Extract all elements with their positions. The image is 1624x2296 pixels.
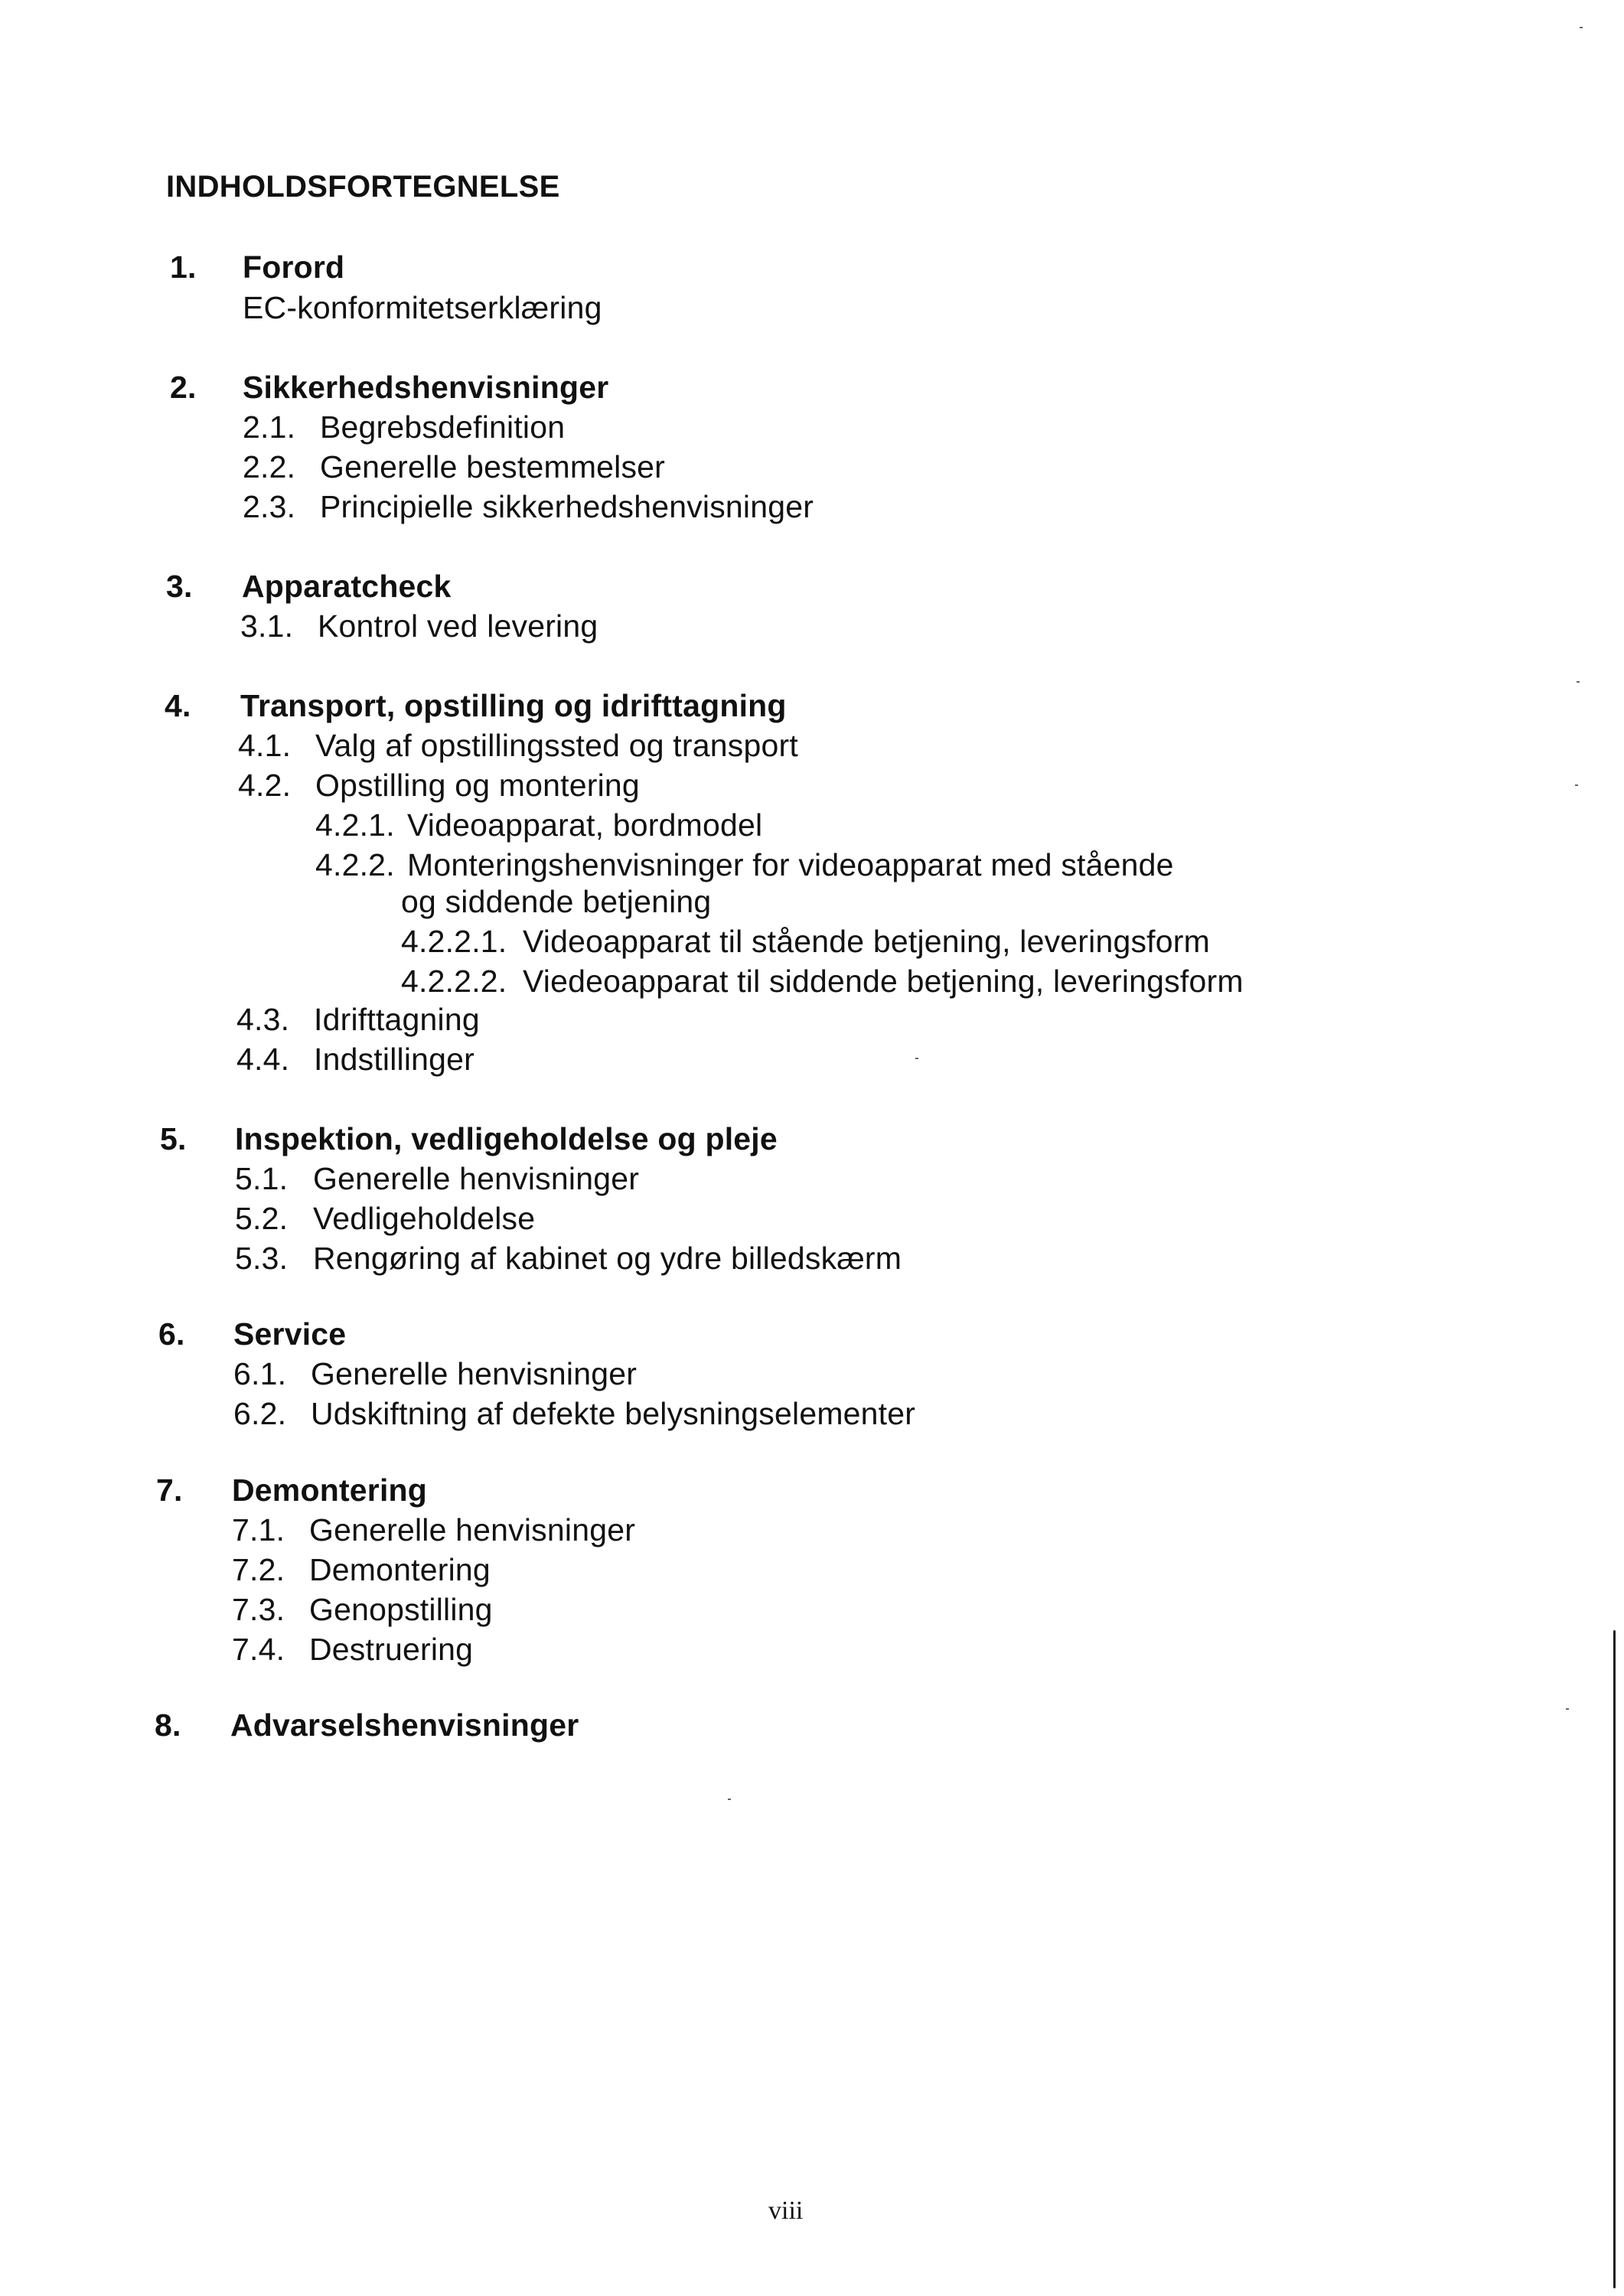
page-number: viii — [768, 2197, 804, 2225]
toc-item-4-2-2-2-number: 4.2.2.2. — [401, 964, 507, 999]
scan-edge-line — [1613, 1630, 1616, 2288]
section-3-number: 3. — [166, 569, 193, 604]
toc-item-7-3-number: 7.3. — [232, 1592, 285, 1627]
toc-item-4-4-text: Indstillinger — [314, 1042, 474, 1077]
scan-speck — [915, 1058, 918, 1059]
toc-item-4-2-2-2-text: Viedeoapparat til siddende betjening, leveringsform — [523, 964, 1244, 999]
toc-item-4-2-2-continuation: og siddende betjening — [401, 884, 712, 919]
toc-item-5-3-number: 5.3. — [235, 1241, 289, 1276]
scan-speck — [1580, 27, 1583, 28]
toc-item-7-1-text: Generelle henvisninger — [309, 1512, 636, 1548]
toc-item-4-2-number: 4.2. — [238, 768, 292, 803]
section-6-heading: Service — [233, 1316, 347, 1352]
toc-item-7-3-text: Genopstilling — [309, 1592, 493, 1627]
section-1-heading: Forord — [243, 249, 345, 285]
toc-item-4-2-2-text: Monteringshenvisninger for videoapparat med stående — [407, 847, 1174, 882]
toc-item-5-1-number: 5.1. — [235, 1161, 289, 1196]
toc-item-ec-konformitet: EC-konformitetserklæring — [243, 290, 602, 325]
section-7-heading: Demontering — [232, 1473, 428, 1508]
toc-item-4-3-number: 4.3. — [236, 1002, 290, 1037]
scan-speck — [1577, 681, 1580, 683]
toc-item-4-2-1-text: Videoapparat, bordmodel — [407, 807, 763, 843]
toc-item-6-1-number: 6.1. — [233, 1356, 287, 1391]
toc-item-2-3-text: Principielle sikkerhedshenvisninger — [320, 489, 814, 524]
section-8-heading: Advarselshenvisninger — [230, 1707, 579, 1743]
toc-item-4-1-number: 4.1. — [238, 728, 292, 763]
toc-item-5-3-text: Rengøring af kabinet og ydre billedskærm — [313, 1241, 902, 1276]
toc-item-4-4-number: 4.4. — [236, 1042, 290, 1077]
section-5-number: 5. — [160, 1121, 187, 1156]
page-title: INDHOLDSFORTEGNELSE — [166, 170, 560, 204]
section-2-heading: Sikkerhedshenvisninger — [243, 370, 609, 405]
scan-speck — [1566, 1708, 1569, 1710]
toc-item-6-2-text: Udskiftning af defekte belysningselementer — [311, 1396, 916, 1431]
toc-item-5-1-text: Generelle henvisninger — [313, 1161, 640, 1196]
toc-item-4-2-2-1-number: 4.2.2.1. — [401, 924, 507, 959]
scan-speck — [728, 1799, 731, 1800]
toc-item-2-3-number: 2.3. — [243, 489, 296, 524]
toc-item-6-1-text: Generelle henvisninger — [311, 1356, 638, 1391]
toc-item-7-1-number: 7.1. — [232, 1512, 285, 1548]
toc-item-4-2-2-number: 4.2.2. — [315, 847, 395, 882]
toc-item-4-1-text: Valg af opstillingssted og transport — [315, 728, 798, 763]
toc-item-6-2-number: 6.2. — [233, 1396, 287, 1431]
toc-item-2-1-number: 2.1. — [243, 409, 296, 445]
section-3-heading: Apparatcheck — [242, 569, 452, 604]
section-6-number: 6. — [158, 1316, 185, 1352]
section-4-heading: Transport, opstilling og idrifttagning — [240, 688, 787, 723]
toc-item-3-1-text: Kontrol ved levering — [318, 608, 598, 644]
section-5-heading: Inspektion, vedligeholdelse og pleje — [235, 1121, 778, 1156]
toc-item-5-2-number: 5.2. — [235, 1201, 289, 1236]
toc-item-7-4-number: 7.4. — [232, 1632, 285, 1667]
toc-item-7-2-text: Demontering — [309, 1552, 491, 1587]
section-2-number: 2. — [170, 370, 197, 405]
section-8-number: 8. — [155, 1707, 181, 1743]
toc-item-2-2-text: Generelle bestemmelser — [320, 449, 666, 484]
toc-item-5-2-text: Vedligeholdelse — [313, 1201, 536, 1236]
toc-item-3-1-number: 3.1. — [240, 608, 294, 644]
toc-item-2-1-text: Begrebsdefinition — [320, 409, 566, 445]
toc-item-2-2-number: 2.2. — [243, 449, 296, 484]
toc-item-4-3-text: Idrifttagning — [314, 1002, 480, 1037]
toc-item-4-2-1-number: 4.2.1. — [315, 807, 395, 843]
section-4-number: 4. — [165, 688, 191, 723]
toc-item-4-2-text: Opstilling og montering — [315, 768, 640, 803]
toc-item-4-2-2-1-text: Videoapparat til stående betjening, leveringsform — [523, 924, 1210, 959]
section-1-number: 1. — [170, 249, 197, 285]
scan-speck — [1575, 784, 1578, 786]
section-7-number: 7. — [156, 1473, 183, 1508]
toc-item-7-2-number: 7.2. — [232, 1552, 285, 1587]
toc-item-7-4-text: Destruering — [309, 1632, 474, 1667]
